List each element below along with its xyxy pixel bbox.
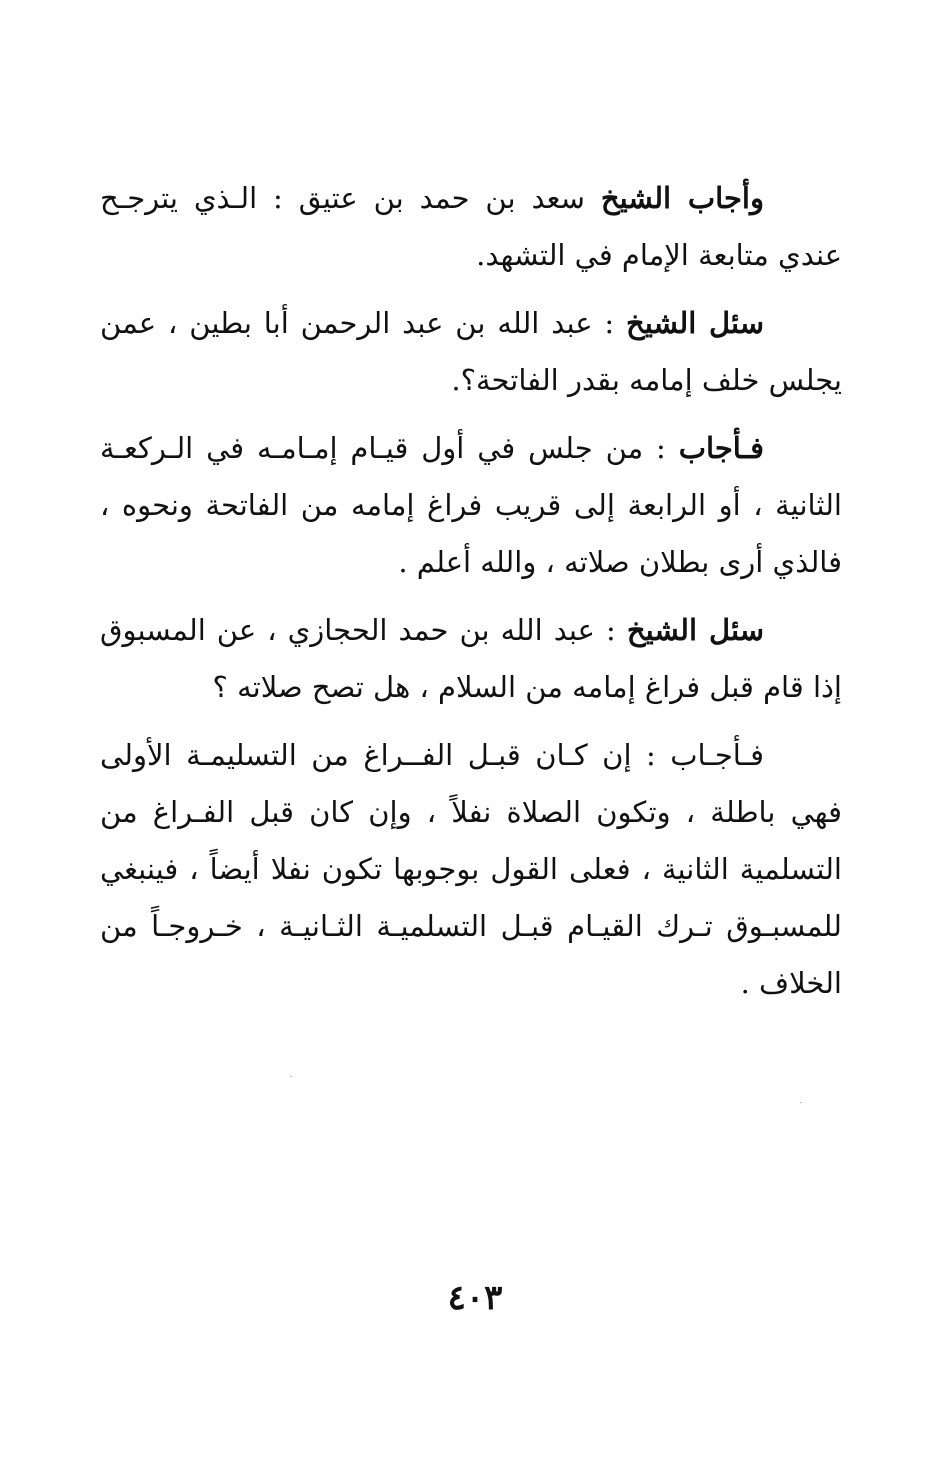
paragraph-question-hijazi xyxy=(100,602,842,716)
scan-speck xyxy=(290,1076,292,1077)
page-number: ٤٠٣ xyxy=(447,1278,503,1318)
paragraph-answer-hijazi xyxy=(100,727,842,1012)
paragraph-answer-aba-butain xyxy=(100,420,842,591)
page-body-text xyxy=(100,170,842,1023)
paragraph-text: : عبد الله بن عبد الرحمن أبا بطين ، عمن يجلس خلف إمامه بقدر الفاتحة؟. xyxy=(100,306,842,397)
scan-speck xyxy=(800,1102,802,1103)
paragraph-text: : من جلس في أول قيـام إمـامـه في الـركعـة الثانية ، أو الرابعة إلى قريب فراغ إمامه من الفاتحة ونحوه ، فالذي أرى بطلان صلاته ، والله أعلم . xyxy=(100,431,842,579)
paragraph-question-aba-butain xyxy=(100,295,842,409)
paragraph-lead: سئل الشيخ xyxy=(626,613,765,647)
paragraph-text: فـأجـاب : إن كـان قبـل الفــراغ من التسليمـة الأولى فهي باطلة ، وتكون الصلاة نفلاً ، وإن كان قبل الفـراغ من التسلمية الثانية ، فعلى القول بوجوبها تكون نفلا أيضاً ، فينبغي للمسبـوق تـرك القيـام قبـل التسلميـة الثـانيـة ، خـروجـاً من الخلاف . xyxy=(100,738,842,1000)
paragraph-text: : عبد الله بن حمد الحجازي ، عن المسبوق إذا قام قبل فراغ إمامه من السلام ، هل تصح صلاته ؟ xyxy=(100,613,842,704)
paragraph-lead: وأجاب الشيخ xyxy=(600,181,764,215)
paragraph-lead: سئل الشيخ xyxy=(626,306,765,340)
paragraph-answer-saad-bin-atiq xyxy=(100,170,842,284)
paragraph-text: سعد بن حمد بن عتيق : الـذي يترجـح عندي متابعة الإمام في التشهد. xyxy=(100,181,842,272)
paragraph-lead: فـأجاب xyxy=(678,431,764,465)
